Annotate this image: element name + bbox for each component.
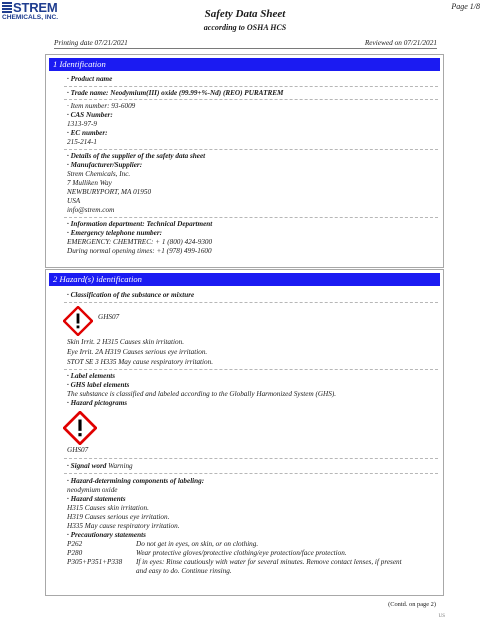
trade-name: · Trade name: Neodymium(III) oxide (99.99+%-Nd) (REO) PURATREM — [67, 89, 284, 97]
divider — [64, 473, 438, 474]
hazard-pictograms-label: · Hazard pictograms — [67, 399, 128, 407]
page-number: Page 1/8 — [451, 2, 480, 11]
supplier-details-label: · Details of the supplier of the safety data sheet — [67, 152, 206, 160]
ghs-code-2: GHS07 — [67, 446, 89, 454]
signal-word-row — [67, 462, 133, 471]
information-department: · Information department: Technical Department — [67, 220, 213, 228]
classified-text: The substance is classified and labeled according to the Globally Harmonized System (GHS). — [67, 390, 337, 398]
printing-date: Printing date 07/21/2021 — [54, 38, 128, 47]
hazard-statement: H319 Causes serious eye irritation. — [67, 513, 170, 521]
hazard-statement: H315 Causes skin irritation. — [67, 504, 149, 512]
continued-note: (Contd. on page 2) — [388, 601, 436, 608]
ghs-code-1: GHS07 — [98, 313, 120, 321]
hazard-determining-value: neodymium oxide — [67, 486, 118, 494]
signal-word-value: Warning — [108, 462, 133, 470]
document-subtitle: according to OSHA HCS — [203, 23, 287, 32]
company-name: Strem Chemicals, Inc. — [67, 170, 131, 178]
city-address: NEWBURYPORT, MA 01950 — [67, 188, 152, 196]
ec-label: · EC number: — [67, 129, 108, 137]
classification-label: · Classification of the substance or mixture — [67, 291, 195, 299]
precautionary-text: Do not get in eyes, on skin, or on clothing. — [136, 540, 259, 548]
precautionary-label: · Precautionary statements — [67, 531, 146, 539]
class-row-eye: Eye Irrit. 2A H319 Causes serious eye irritation. — [67, 348, 208, 356]
emergency-label: · Emergency telephone number: — [67, 229, 163, 237]
ghs07-exclamation-icon — [63, 306, 93, 336]
ghs07-exclamation-icon — [63, 411, 97, 445]
normal-hours-line: During normal opening times: +1 (978) 499-1600 — [67, 247, 212, 255]
email-link[interactable]: info@strem.com — [67, 206, 115, 214]
divider — [64, 302, 438, 303]
ghs-label-elements-label: · GHS label elements — [67, 381, 130, 389]
manufacturer-label: · Manufacturer/Supplier: — [67, 161, 143, 169]
cas-value: 1313-97-9 — [67, 120, 97, 128]
precautionary-text: and easy to do. Continue rinsing. — [136, 567, 232, 575]
signal-word-label: · Signal word — [67, 462, 107, 470]
section-2-heading: 2 Hazard(s) identification — [49, 273, 440, 286]
divider — [64, 458, 438, 459]
divider — [64, 86, 438, 87]
label-elements-label: · Label elements — [67, 372, 116, 380]
logo-subtitle: CHEMICALS, INC. — [2, 14, 59, 21]
ec-value: 215-214-1 — [67, 138, 97, 146]
precautionary-text: If in eyes: Rinse cautiously with water for several minutes. Remove contact lenses, if present — [136, 558, 402, 566]
hazard-statement: H335 May cause respiratory irritation. — [67, 522, 180, 530]
document-title: Safety Data Sheet — [204, 8, 286, 20]
logo-wordmark: STREM — [13, 0, 58, 15]
section-1-heading: 1 Identification — [49, 58, 440, 71]
hazard-statements-label: · Hazard statements — [67, 495, 126, 503]
product-name-label: · Product name — [67, 75, 113, 83]
cas-label: · CAS Number: — [67, 111, 113, 119]
precautionary-text: Wear protective gloves/protective clothing/eye protection/face protection. — [136, 549, 347, 557]
divider — [64, 99, 438, 100]
precautionary-code: P305+P351+P338 — [67, 558, 123, 566]
class-row-skin: Skin Irrit. 2 H315 Causes skin irritation. — [67, 338, 185, 346]
divider — [64, 217, 438, 218]
reviewed-date: Reviewed on 07/21/2021 — [364, 38, 437, 47]
item-number: · Item number: 93-6009 — [67, 102, 136, 110]
header-divider — [54, 48, 437, 49]
street-address: 7 Mulliken Way — [67, 179, 112, 187]
country: USA — [67, 197, 81, 205]
divider — [64, 149, 438, 150]
precautionary-code: P262 — [67, 540, 83, 548]
hazard-determining-label: · Hazard-determining components of labeling: — [67, 477, 205, 485]
class-row-stot: STOT SE 3 H335 May cause respiratory irritation. — [67, 358, 214, 366]
divider — [64, 369, 438, 370]
precautionary-code: P280 — [67, 549, 83, 557]
region-tag: US — [438, 614, 445, 619]
emergency-line: EMERGENCY: CHEMTREC: + 1 (800) 424-9300 — [67, 238, 213, 246]
